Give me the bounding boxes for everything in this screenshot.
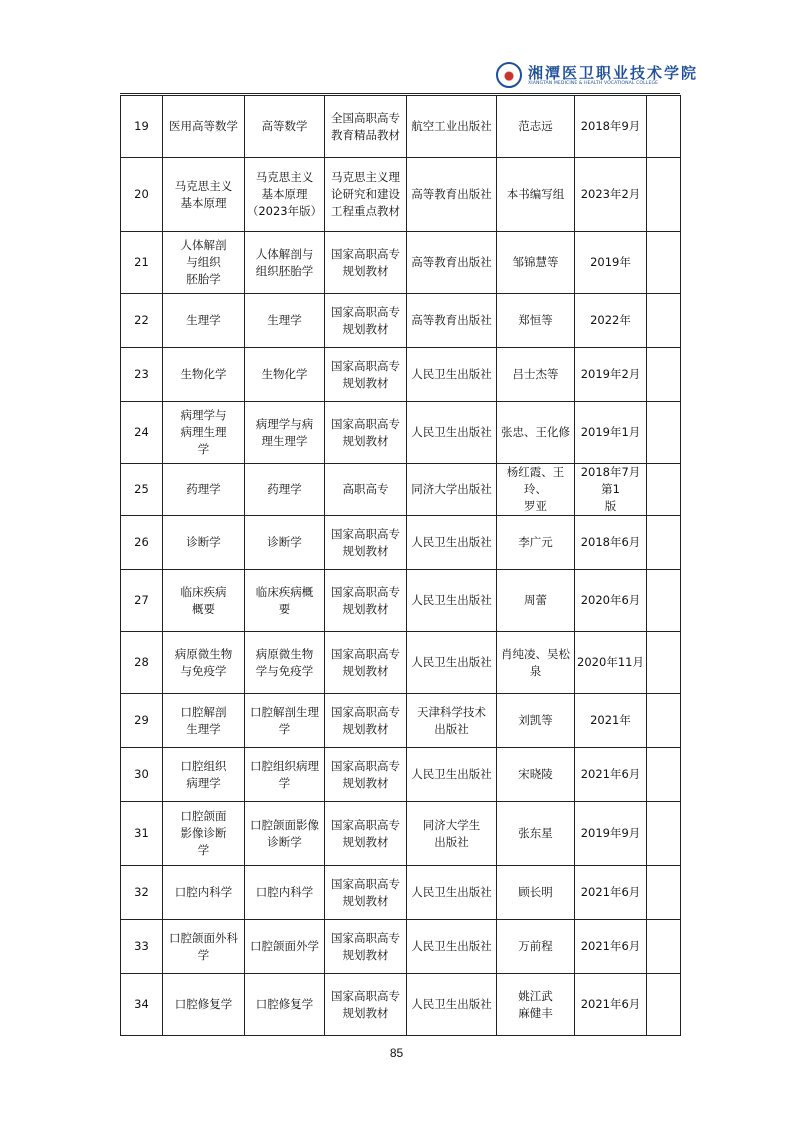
publish-date: 2021年6月: [580, 885, 641, 899]
publish-date: 2018年7月第1 版: [580, 465, 641, 513]
school-emblem-icon: [496, 62, 522, 88]
textbook-category: 全国高职高专 教育精品教材: [331, 110, 400, 142]
table-row: [121, 158, 681, 232]
editor-cell: [497, 232, 575, 294]
course-name: 口腔内科学: [174, 885, 233, 899]
textbook-name-cell: [245, 232, 325, 294]
remark-cell: [647, 348, 681, 402]
textbook-category-cell: [325, 632, 407, 694]
editor-cell: [497, 920, 575, 974]
row-number: 24: [134, 425, 149, 439]
course-name-cell: [163, 632, 245, 694]
textbook-name: 生理学: [267, 313, 302, 327]
editor-cell: [497, 570, 575, 632]
publish-date-cell: [575, 974, 647, 1036]
publish-date: 2019年2月: [580, 367, 641, 381]
table-row: [121, 802, 681, 866]
editor: 杨红霞、王玲、 罗亚: [506, 465, 565, 513]
editor-cell: [497, 158, 575, 232]
textbook-category-cell: [325, 232, 407, 294]
table-row: [121, 232, 681, 294]
publisher-cell: [407, 294, 497, 348]
table-row: [121, 694, 681, 748]
row-number: 23: [134, 367, 149, 381]
textbook-name-cell: [245, 294, 325, 348]
textbook-name-cell: [245, 464, 325, 516]
textbook-name-cell: [245, 516, 325, 570]
publish-date-cell: [575, 920, 647, 974]
editor: 本书编写组: [506, 187, 565, 201]
publish-date: 2018年6月: [580, 535, 641, 549]
textbook-name-cell: [245, 866, 325, 920]
row-number-cell: [121, 516, 163, 570]
editor: 万前程: [518, 939, 553, 953]
publisher: 人民卫生出版社: [411, 885, 492, 899]
textbook-name-cell: [245, 348, 325, 402]
textbook-name: 口腔内科学: [255, 885, 314, 899]
textbook-category: 国家高职高专 规划教材: [331, 358, 400, 390]
publisher-cell: [407, 570, 497, 632]
row-number: 25: [134, 482, 149, 496]
editor: 周蕾: [524, 593, 547, 607]
textbook-name: 临床疾病概 要: [255, 584, 314, 616]
publish-date: 2018年9月: [580, 119, 641, 133]
table-row: [121, 516, 681, 570]
publisher-cell: [407, 632, 497, 694]
textbook-name-cell: [245, 748, 325, 802]
row-number: 34: [134, 997, 149, 1011]
editor-cell: [497, 348, 575, 402]
remark-cell: [647, 294, 681, 348]
publish-date-cell: [575, 348, 647, 402]
row-number-cell: [121, 748, 163, 802]
textbook-name-cell: [245, 974, 325, 1036]
course-name-cell: [163, 748, 245, 802]
editor-cell: [497, 748, 575, 802]
publish-date-cell: [575, 402, 647, 464]
publisher-cell: [407, 974, 497, 1036]
publisher-cell: [407, 402, 497, 464]
editor-cell: [497, 632, 575, 694]
publisher: 高等教育出版社: [411, 187, 492, 201]
editor: 顾长明: [518, 885, 553, 899]
publisher-cell: [407, 866, 497, 920]
textbook-name: 生物化学: [261, 367, 308, 381]
publisher: 高等教育出版社: [411, 255, 492, 269]
row-number-cell: [121, 232, 163, 294]
course-name-cell: [163, 802, 245, 866]
publisher: 人民卫生出版社: [411, 655, 492, 669]
row-number: 19: [134, 119, 149, 133]
publisher: 高等教育出版社: [411, 313, 492, 327]
row-number-cell: [121, 402, 163, 464]
publisher-cell: [407, 748, 497, 802]
table-row: [121, 570, 681, 632]
table-row: [121, 348, 681, 402]
textbook-category: 国家高职高专 规划教材: [331, 526, 400, 558]
page-number: 85: [389, 1046, 404, 1060]
remark-cell: [647, 802, 681, 866]
row-number-cell: [121, 802, 163, 866]
remark-cell: [647, 866, 681, 920]
course-name: 口腔解剖 生理学: [180, 704, 227, 736]
row-number: 28: [134, 655, 149, 669]
textbook-name: 诊断学: [267, 535, 302, 549]
textbook-category: 国家高职高专 规划教材: [331, 304, 400, 336]
table-row: [121, 974, 681, 1036]
table-row: [121, 464, 681, 516]
publish-date-cell: [575, 294, 647, 348]
publisher-cell: [407, 96, 497, 158]
row-number: 31: [134, 826, 149, 840]
textbook-name: 药理学: [267, 482, 302, 496]
course-name-cell: [163, 866, 245, 920]
editor: 刘凯等: [518, 713, 553, 727]
publisher-cell: [407, 920, 497, 974]
textbook-name: 口腔解剖生理 学: [250, 704, 319, 736]
course-name-cell: [163, 516, 245, 570]
textbook-category: 马克思主义理 论研究和建设 工程重点教材: [331, 170, 400, 218]
table-row: [121, 920, 681, 974]
editor: 吕士杰等: [512, 367, 559, 381]
publish-date-cell: [575, 516, 647, 570]
textbook-category-cell: [325, 464, 407, 516]
publish-date: 2020年6月: [580, 593, 641, 607]
publish-date-cell: [575, 748, 647, 802]
remark-cell: [647, 464, 681, 516]
publish-date: 2021年6月: [580, 939, 641, 953]
publish-date-cell: [575, 866, 647, 920]
textbook-name-cell: [245, 920, 325, 974]
remark-cell: [647, 694, 681, 748]
textbook-category-cell: [325, 694, 407, 748]
textbook-category-cell: [325, 920, 407, 974]
remark-cell: [647, 974, 681, 1036]
textbook-category: 国家高职高专 规划教材: [331, 930, 400, 962]
editor-cell: [497, 694, 575, 748]
textbook-name-cell: [245, 802, 325, 866]
publisher: 同济大学出版社: [411, 482, 492, 496]
editor-cell: [497, 96, 575, 158]
row-number: 32: [134, 885, 149, 899]
course-name: 口腔颌面 影像诊断 学: [180, 809, 227, 857]
course-name: 口腔颌面外科学: [169, 930, 238, 962]
textbook-category-cell: [325, 348, 407, 402]
remark-cell: [647, 570, 681, 632]
editor-cell: [497, 802, 575, 866]
publish-date-cell: [575, 232, 647, 294]
publisher-cell: [407, 464, 497, 516]
remark-cell: [647, 158, 681, 232]
textbook-name-cell: [245, 694, 325, 748]
textbook-category-cell: [325, 516, 407, 570]
row-number-cell: [121, 974, 163, 1036]
publisher: 人民卫生出版社: [411, 367, 492, 381]
publisher: 天津科学技术 出版社: [417, 704, 486, 736]
publish-date-cell: [575, 694, 647, 748]
textbook-category-cell: [325, 158, 407, 232]
table-row: [121, 866, 681, 920]
course-name-cell: [163, 974, 245, 1036]
textbook-category-cell: [325, 294, 407, 348]
publish-date: 2021年6月: [580, 767, 641, 781]
textbook-name: 人体解剖与 组织胚胎学: [255, 246, 314, 278]
remark-cell: [647, 632, 681, 694]
course-name: 医用高等数学: [169, 119, 238, 133]
textbook-name: 口腔颌面影像 诊断学: [250, 817, 319, 849]
publisher-cell: [407, 232, 497, 294]
row-number: 20: [134, 187, 149, 201]
row-number-cell: [121, 348, 163, 402]
editor: 邹锦慧等: [512, 255, 559, 269]
course-name-cell: [163, 920, 245, 974]
publish-date-cell: [575, 96, 647, 158]
course-name: 临床疾病 概要: [180, 584, 227, 616]
course-name: 病理学与 病理生理 学: [180, 408, 227, 456]
publisher: 人民卫生出版社: [411, 593, 492, 607]
course-name-cell: [163, 232, 245, 294]
course-name-cell: [163, 570, 245, 632]
course-name: 生理学: [186, 313, 221, 327]
editor-cell: [497, 402, 575, 464]
editor: 郑恒等: [518, 313, 553, 327]
course-name: 口腔组织 病理学: [180, 758, 227, 790]
remark-cell: [647, 920, 681, 974]
publisher-cell: [407, 158, 497, 232]
course-name-cell: [163, 402, 245, 464]
textbook-category-cell: [325, 748, 407, 802]
course-name: 人体解剖 与组织 胚胎学: [180, 238, 227, 286]
textbook-category: 国家高职高专 规划教材: [331, 416, 400, 448]
header-divider: [120, 93, 680, 94]
school-name-english: XIANGTAN MEDICINE & HEALTH VOCATIONAL COLLEGE: [528, 81, 659, 86]
row-number: 22: [134, 313, 149, 327]
course-name: 马克思主义 基本原理: [174, 178, 233, 210]
textbook-name: 口腔组织病理 学: [250, 758, 319, 790]
publish-date: 2022年: [590, 313, 631, 327]
editor-cell: [497, 464, 575, 516]
course-name-cell: [163, 694, 245, 748]
course-name: 生物化学: [180, 367, 227, 381]
row-number-cell: [121, 920, 163, 974]
row-number-cell: [121, 694, 163, 748]
row-number-cell: [121, 96, 163, 158]
row-number: 33: [134, 939, 149, 953]
publisher-cell: [407, 802, 497, 866]
editor: 李广元: [518, 535, 553, 549]
textbook-name-cell: [245, 158, 325, 232]
textbook-category: 国家高职高专 规划教材: [331, 876, 400, 908]
course-name: 口腔修复学: [174, 997, 233, 1011]
textbook-category-cell: [325, 802, 407, 866]
editor: 张东星: [518, 826, 553, 840]
textbook-name-cell: [245, 570, 325, 632]
table-row: [121, 748, 681, 802]
textbook-category: 国家高职高专 规划教材: [331, 817, 400, 849]
publisher: 同济大学生 出版社: [422, 817, 481, 849]
publisher-cell: [407, 694, 497, 748]
table-row: [121, 402, 681, 464]
publisher-cell: [407, 516, 497, 570]
course-name: 病原微生物 与免疫学: [174, 646, 233, 678]
course-name: 药理学: [186, 482, 221, 496]
publish-date: 2023年2月: [580, 187, 641, 201]
publisher: 人民卫生出版社: [411, 939, 492, 953]
editor: 张忠、王化修: [501, 425, 570, 439]
textbook-name-cell: [245, 402, 325, 464]
textbook-category-cell: [325, 866, 407, 920]
textbook-name: 马克思主义 基本原理 （2023年版）: [246, 170, 323, 218]
textbook-name: 高等数学: [261, 119, 308, 133]
textbook-name-cell: [245, 96, 325, 158]
textbook-category-cell: [325, 570, 407, 632]
textbook-name: 病原微生物 学与免疫学: [255, 646, 314, 678]
textbook-name-cell: [245, 632, 325, 694]
editor: 姚江武 麻健丰: [518, 988, 553, 1020]
publish-date: 2019年: [590, 255, 631, 269]
publish-date: 2019年9月: [580, 826, 641, 840]
course-name-cell: [163, 348, 245, 402]
row-number-cell: [121, 464, 163, 516]
row-number-cell: [121, 294, 163, 348]
publish-date-cell: [575, 464, 647, 516]
publisher: 人民卫生出版社: [411, 425, 492, 439]
remark-cell: [647, 748, 681, 802]
publish-date: 2020年11月: [577, 655, 644, 669]
textbook-category: 国家高职高专 规划教材: [331, 704, 400, 736]
textbook-category: 国家高职高专 规划教材: [331, 758, 400, 790]
school-name: 湘潭医卫职业技术学院: [528, 64, 699, 82]
publisher: 人民卫生出版社: [411, 767, 492, 781]
remark-cell: [647, 232, 681, 294]
row-number-cell: [121, 158, 163, 232]
row-number-cell: [121, 866, 163, 920]
textbook-category: 国家高职高专 规划教材: [331, 246, 400, 278]
publish-date-cell: [575, 802, 647, 866]
publish-date-cell: [575, 570, 647, 632]
course-name: 诊断学: [186, 535, 221, 549]
publish-date-cell: [575, 158, 647, 232]
course-name-cell: [163, 464, 245, 516]
course-name-cell: [163, 96, 245, 158]
publisher: 人民卫生出版社: [411, 997, 492, 1011]
textbook-category-cell: [325, 974, 407, 1036]
publisher-cell: [407, 348, 497, 402]
remark-cell: [647, 402, 681, 464]
editor: 范志远: [518, 119, 553, 133]
textbook-category: 国家高职高专 规划教材: [331, 646, 400, 678]
row-number: 27: [134, 593, 149, 607]
row-number-cell: [121, 632, 163, 694]
textbook-category-cell: [325, 96, 407, 158]
textbook-category: 国家高职高专 规划教材: [331, 584, 400, 616]
remark-cell: [647, 96, 681, 158]
publish-date: 2021年: [590, 713, 631, 727]
remark-cell: [647, 516, 681, 570]
course-name-cell: [163, 158, 245, 232]
textbook-category: 国家高职高专 规划教材: [331, 988, 400, 1020]
editor-cell: [497, 974, 575, 1036]
editor: 宋晓陵: [518, 767, 553, 781]
row-number: 29: [134, 713, 149, 727]
textbook-table: [120, 95, 681, 1036]
table-row: [121, 96, 681, 158]
editor-cell: [497, 866, 575, 920]
table-row: [121, 632, 681, 694]
publish-date: 2019年1月: [580, 425, 641, 439]
row-number: 21: [134, 255, 149, 269]
row-number: 26: [134, 535, 149, 549]
row-number: 30: [134, 767, 149, 781]
textbook-category: 高职高专: [342, 482, 389, 496]
textbook-category-cell: [325, 402, 407, 464]
textbook-name: 病理学与病 理生理学: [255, 416, 314, 448]
publisher: 航空工业出版社: [411, 119, 492, 133]
publish-date: 2021年6月: [580, 997, 641, 1011]
table-row: [121, 294, 681, 348]
editor-cell: [497, 294, 575, 348]
publisher: 人民卫生出版社: [411, 535, 492, 549]
course-name-cell: [163, 294, 245, 348]
page-header: [490, 60, 699, 92]
row-number-cell: [121, 570, 163, 632]
textbook-name: 口腔修复学: [255, 997, 314, 1011]
textbook-name: 口腔颌面外学: [250, 939, 319, 953]
publish-date-cell: [575, 632, 647, 694]
editor: 肖纯凌、吴松泉: [501, 646, 570, 678]
editor-cell: [497, 516, 575, 570]
